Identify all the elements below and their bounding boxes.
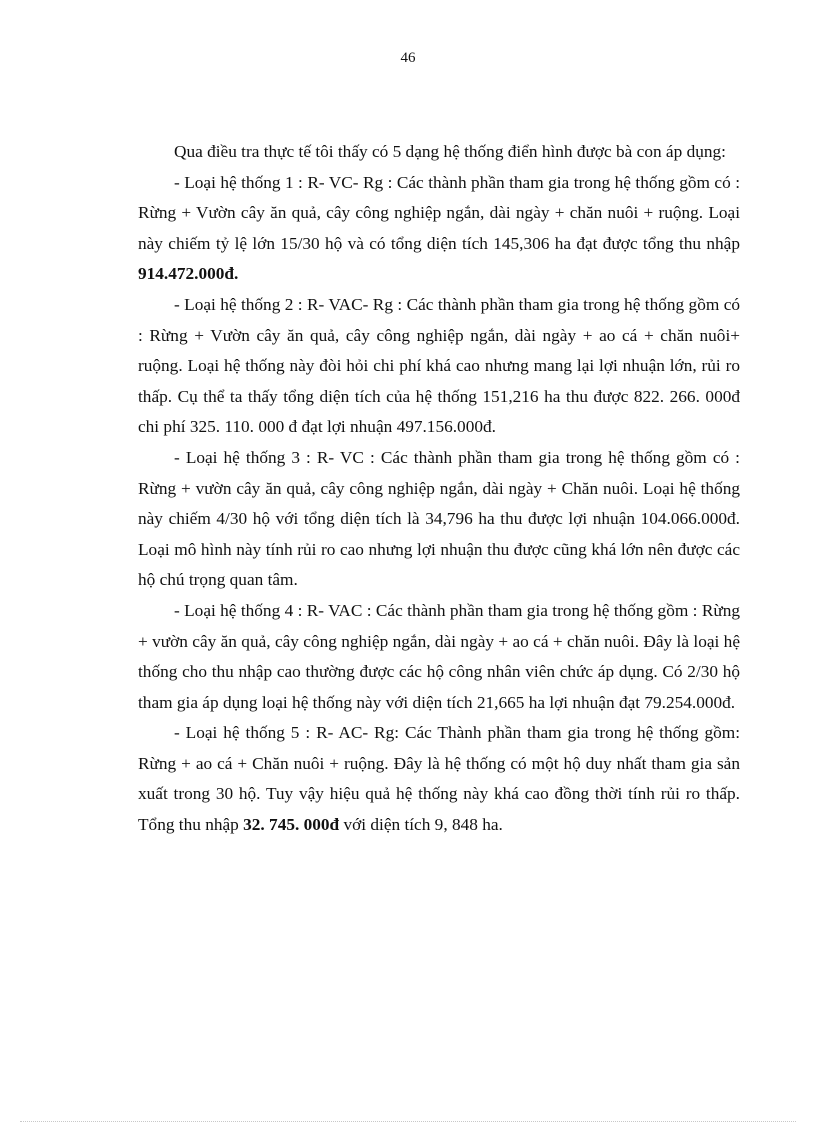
paragraph-system-type-5 — [138, 718, 740, 840]
system-type-1-text: - Loại hệ thống 1 : R- VC- Rg : Các thành phần tham gia trong hệ thống gồm có : Rừng + Vườn cây ăn quả, cây công nghiệp ngắn, dài ngày + chăn nuôi + ruộng. Loại này chiếm tỷ lệ lớn 15/30 hộ và có tổng diện tích 145,306 ha đạt được tổng thu nhập — [138, 172, 740, 253]
system-type-5-total-income: 32. 745. 000đ — [243, 815, 340, 835]
document-body — [138, 137, 740, 841]
paragraph-system-type-4: - Loại hệ thống 4 : R- VAC : Các thành phần tham gia trong hệ thống gồm : Rừng + vườn cây ăn quả, cây công nghiệp ngắn, dài ngày + ao cá + chăn nuôi. Đây là loại hệ thống cho thu nhập cao thường được các hộ công nhân viên chức áp dụng. Có 2/30 hộ tham gia áp dụng loại hệ thống này với diện tích 21,665 ha lợi nhuận đạt 79.254.000đ. — [138, 600, 740, 712]
paragraph-system-type-3: - Loại hệ thống 3 : R- VC : Các thành phần tham gia trong hệ thống gồm có : Rừng + vườn cây ăn quả, cây công nghiệp ngắn, dài ngày + Chăn nuôi. Loại hệ thống này chiếm 4/30 hộ với tổng diện tích là 34,796 ha thu được lợi nhuận 104.066.000đ. Loại mô hình này tính rủi ro cao nhưng lợi nhuận thu được cũng khá lớn nên được các hộ chú trọng quan tâm. — [138, 447, 740, 590]
page-number: 46 — [400, 50, 416, 66]
paragraph-intro: Qua điều tra thực tế tôi thấy có 5 dạng hệ thống điển hình được bà con áp dụng: — [174, 142, 726, 161]
paragraph-system-type-1 — [138, 168, 740, 290]
system-type-1-total-income: 914.472.000đ. — [138, 264, 239, 284]
system-type-5-text: - Loại hệ thống 5 : R- AC- Rg: Các Thành phần tham gia trong hệ thống gồm: Rừng + ao cá + Chăn nuôi + ruộng. Đây là hệ thống có một hộ duy nhất tham gia sản xuất trong 30 hộ. Tuy vậy hiệu quả hệ thống này khá cao đồng thời tính rủi ro thấp. Tổng thu nhập — [138, 723, 740, 835]
system-type-5-tail: với diện tích 9, 848 ha. — [339, 815, 503, 835]
paragraph-system-type-2: - Loại hệ thống 2 : R- VAC- Rg : Các thành phần tham gia trong hệ thống gồm có : Rừng + Vườn cây ăn quả, cây công nghiệp ngắn, dài ngày + ao cá + chăn nuôi+ ruộng. Loại hệ thống này đòi hỏi chi phí khá cao nhưng mang lại lợi nhuận lớn, rủi ro thấp. Cụ thể ta thấy tổng diện tích của hệ thống 151,216 ha thu được 822. 266. 000đ chi phí 325. 110. 000 đ đạt lợi nhuận 497.156.000đ. — [138, 294, 740, 437]
page-bottom-divider — [20, 1121, 796, 1122]
